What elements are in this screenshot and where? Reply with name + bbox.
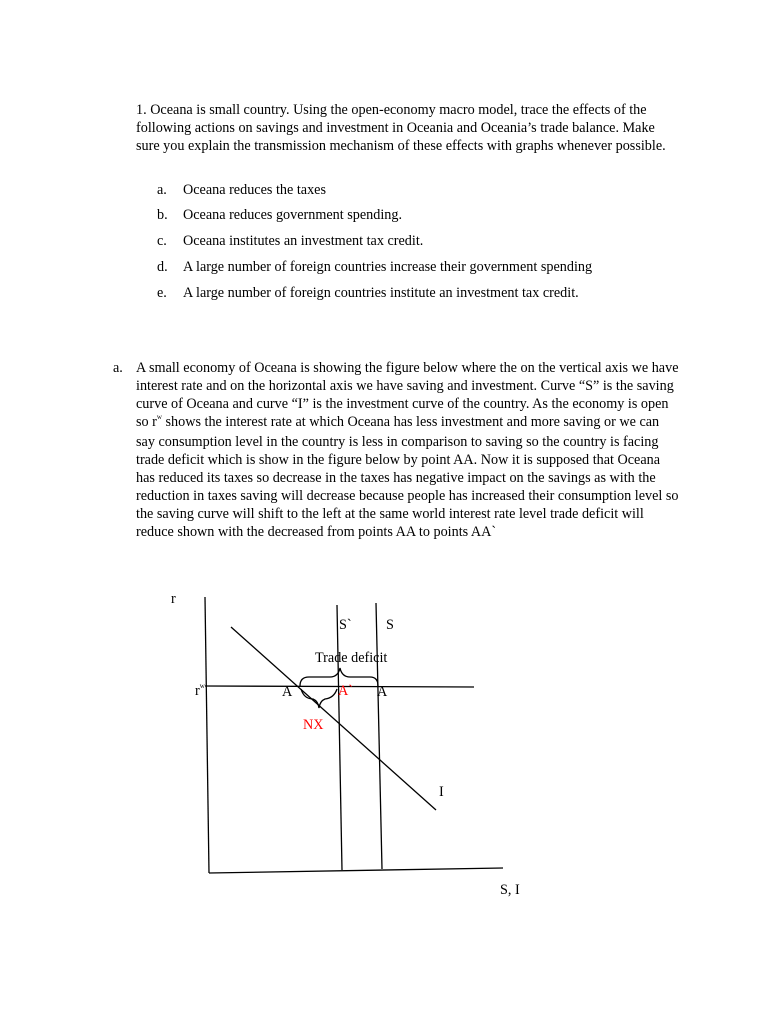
item-text: A large number of foreign countries institute an investment tax credit.: [183, 285, 579, 301]
item-letter: c.: [157, 233, 167, 249]
saving-curve: [376, 603, 382, 869]
investment-curve-label: I: [439, 784, 444, 800]
item-text: Oceana reduces government spending.: [183, 207, 403, 223]
point-a-prime-label: A`: [338, 683, 353, 699]
point-a-right-label: A: [377, 684, 388, 700]
world-rate-label: [195, 682, 205, 702]
x-axis-label: S, I: [500, 882, 520, 898]
item-letter: d.: [157, 259, 168, 275]
item-letter: a.: [157, 182, 167, 198]
answer-text-part2: shows the interest rate at which Oceana has less investment and more saving or we can say consumption level in the country is less in comparison to saving so the country is facing trade deficit which is show in the figure below by point AA. Now it is supposed that Oceana has reduced its taxes so decrease in the taxes has negative impact on the savings as with the reduction in taxes saving will decrease because people has increased their consumption level so the saving curve will shift to the left at the same world interest rate level trade deficit will reduce shown with the decreased from points AA to points AA`: [136, 414, 679, 540]
x-axis: [209, 868, 503, 873]
trade-deficit-label: Trade deficit: [315, 650, 388, 666]
item-letter: e.: [157, 285, 167, 301]
world-rate-superscript: w: [199, 682, 205, 690]
answer-superscript: w: [156, 413, 162, 421]
item-text: A large number of foreign countries increase their government spending: [183, 259, 593, 275]
answer-letter: a.: [113, 360, 123, 376]
item-letter: b.: [157, 207, 168, 223]
item-text: Oceana reduces the taxes: [183, 182, 326, 198]
s-prime-label: S`: [339, 617, 352, 633]
s-label: S: [386, 617, 394, 633]
nx-brace: [301, 689, 337, 708]
y-axis-label: r: [171, 591, 176, 607]
item-text: Oceana institutes an investment tax credit.: [183, 233, 424, 249]
world-rate-symbol: r: [195, 683, 200, 699]
saving-curve-shifted: [337, 605, 342, 870]
question-intro: 1. Oceana is small country. Using the open-economy macro model, trace the effects of the following actions on savings and investment in Oceania and Oceania’s trade balance. Make sure you explain the transmission mechanism of these effects with graphs whenever possible.: [136, 102, 666, 154]
y-axis: [205, 597, 209, 873]
nx-label: NX: [303, 717, 324, 733]
answer-text-part1: A small economy of Oceana is showing the figure below where the on the vertical axis we have interest rate and on the horizontal axis we have saving and investment. Curve “S” is the saving curve of Oceana and curve “I” is the investment curve of the country. As the economy is open so r: [136, 360, 679, 430]
point-a-left-label: A: [282, 684, 293, 700]
